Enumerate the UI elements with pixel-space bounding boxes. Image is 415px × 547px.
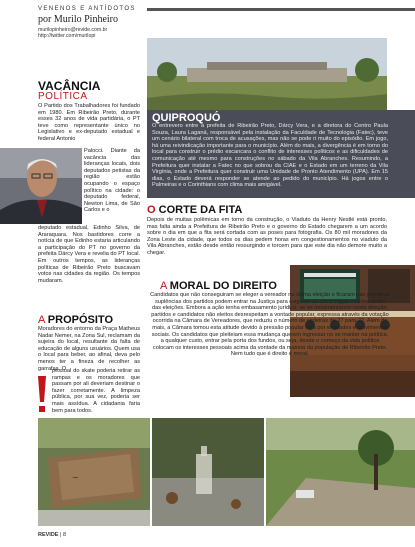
moral-title-main: MORAL DO DIREITO <box>169 280 277 292</box>
quiproquo-body: O entrevero entre a prefeita de Ribeirão Preto, Dárcy Vera, e a diretora do Centro Paula Souza, Laura Laganá, responsável pela instalação da Faculdade de Tecnologia (Fatec), teve um cenário bilateral com troca de acusações, mas não se pode ri muito do episódio. Em jogo, há uma reivindicação importante para o município. Além do mais, a divergência é em torno do local para construir o prédio escancara o conflito de interesses políticos e as dificuldades de comunicação até mesmo para construções no sábado da Vila Abranches. Resumindo, a Prefeitura quer instalar a Fatec no que sobrou da CIAE e o Estado em um terreno da Vila Virgínia, onde a Prefeitura quer construir uma Unidade de Pronto Atendimento (UPA). Em 15 dias, o Estado deverá responder se atende ao pedido do município. Há jogos entre o Palmeiras e o Corinthians com clima mais amigável. <box>152 123 388 189</box>
proposito-title-prefix: A <box>38 314 45 326</box>
proposito-body-top: Moradores do entorno da Praça Matheus Nadar Nemer, na Zona Sul, reclamam da sujeira do local, resultante da falta de educação de alguns usuários. Quem usa o local para beber, ao afinal, deva pelo menos ter a fineza de recolher as garrafas. O <box>38 326 140 372</box>
page-footer: REVIDE | 8 <box>38 532 67 538</box>
quiproquo-title: QUIPROQUÓ <box>152 112 221 124</box>
vacancia-title: VACÂNCIA <box>38 79 101 93</box>
vacancia-subtitle: POLÍTICA <box>38 91 88 102</box>
byline-author: por Murilo Pinheiro <box>38 14 118 25</box>
proposito-body-bottom: pessoal do skate poderia retirar as rampas e os moradores que passam por ali deveriam destinar o fazer corretamente. A limpeza pública, por sua vez, poderia ser mais assídua. A cidadania faria bem para todos. <box>52 368 140 414</box>
footer-brand: REVIDE <box>38 532 59 538</box>
moral-title <box>160 280 277 292</box>
skate-ramp-photo <box>38 418 150 526</box>
corte-title-prefix: O <box>147 204 156 216</box>
vacancia-body-bottom: deputado estadual, Edinho Silva, de Araraquara. Nos bastidores corre a notícia de que Edinho estaria articulando a participação do PT no governo da prefeita Dárcy Vera e revelia do PT local. Em outros tempos, as lideranças políticas de Ribeirão Preto buscavam votos nas cidades da região. Os tempos mudaram. <box>38 225 140 284</box>
politician-photo <box>0 148 82 224</box>
moral-body: Candidatos que não conseguiram se eleger a vereador na última eleição e ficaram nas primeiras suplências dos partidos podem entrar na Justiça para exigirem as cinco vagas extintas antes das eleições. Embora a ação tenha embasamento jurídico, se se movimentarem nesta direção, partidos e candidatos não eleitos desrespeitam a vontade popular, expressa através da votação ocorrida na Câmara de Vereadores, que reduziu o número de cadeiras de 27 para 22. Além do mais, a Câmara tomou esta atitude devido à pressão popular feita por entidades e movimentos sociais. Os candidatos que pleiteiam essa mudança querem ingressar no se manter na política, a qualquer custo, entrar pela porta dos fundos, ou seja, desde o começo da vida política colocam os interesses pessoais acima da vontade da maioria da população de Ribeirão Preto. Nem tudo que é direito é moral. <box>150 292 390 358</box>
exclamation-icon <box>36 376 48 414</box>
proposito-title <box>38 314 113 326</box>
corte-title <box>147 204 242 216</box>
author-twitter[interactable]: http://twitter.com/murilopi <box>38 33 96 40</box>
vacancia-body-side: Palocci. Diante da vacância das lideranças locais, dois deputados petistas da região estão ocupando o espaço político na cidade: o deputado federal, Newton Lima, de São Carlos e o <box>84 148 140 214</box>
author-contacts <box>38 27 107 40</box>
page-number: 8 <box>62 532 67 538</box>
corte-title-main: CORTE DA FITA <box>158 204 243 216</box>
bottles-photo <box>152 418 264 526</box>
column-kicker: VENENOS E ANTÍDOTOS <box>38 6 136 12</box>
header-rule <box>147 8 415 11</box>
vacancia-body-top: O Partido dos Trabalhadores foi fundado em 1980. Em Ribeirão Preto, durante esses 32 anos de vida partidária, o PT teve como representante único no Legislativo e ex-deputado estadual e federal Antonio <box>38 103 140 142</box>
byline <box>38 14 118 25</box>
svg-text:~: ~ <box>72 473 79 482</box>
chamber-photo-lower <box>290 355 415 397</box>
moral-title-prefix: A <box>160 280 167 292</box>
square-photo <box>266 418 415 526</box>
corte-body: Depois de muitas polêmicas em torno da construção, o Viaduto da Henry Nestlé está pronto, mas falta ainda a Prefeitura de Ribeirão Preto e o governo do Estado chegarem a um acordo sobre o dia em que a fita será cortada com as poses para fotografia. Os 80 mil moradores da Zona Leste da cidade, que todos os dias pedem horas em congestionamentos no viaduto da Vila Abranches, estão desde então ressurgindo e torcem para que este dia não demore muito a chegar. <box>147 217 387 256</box>
proposito-title-main: PROPÓSITO <box>47 314 113 326</box>
author-email[interactable]: murilopinheiro@revide.com.br <box>38 27 108 33</box>
fatec-site-photo <box>147 38 387 110</box>
